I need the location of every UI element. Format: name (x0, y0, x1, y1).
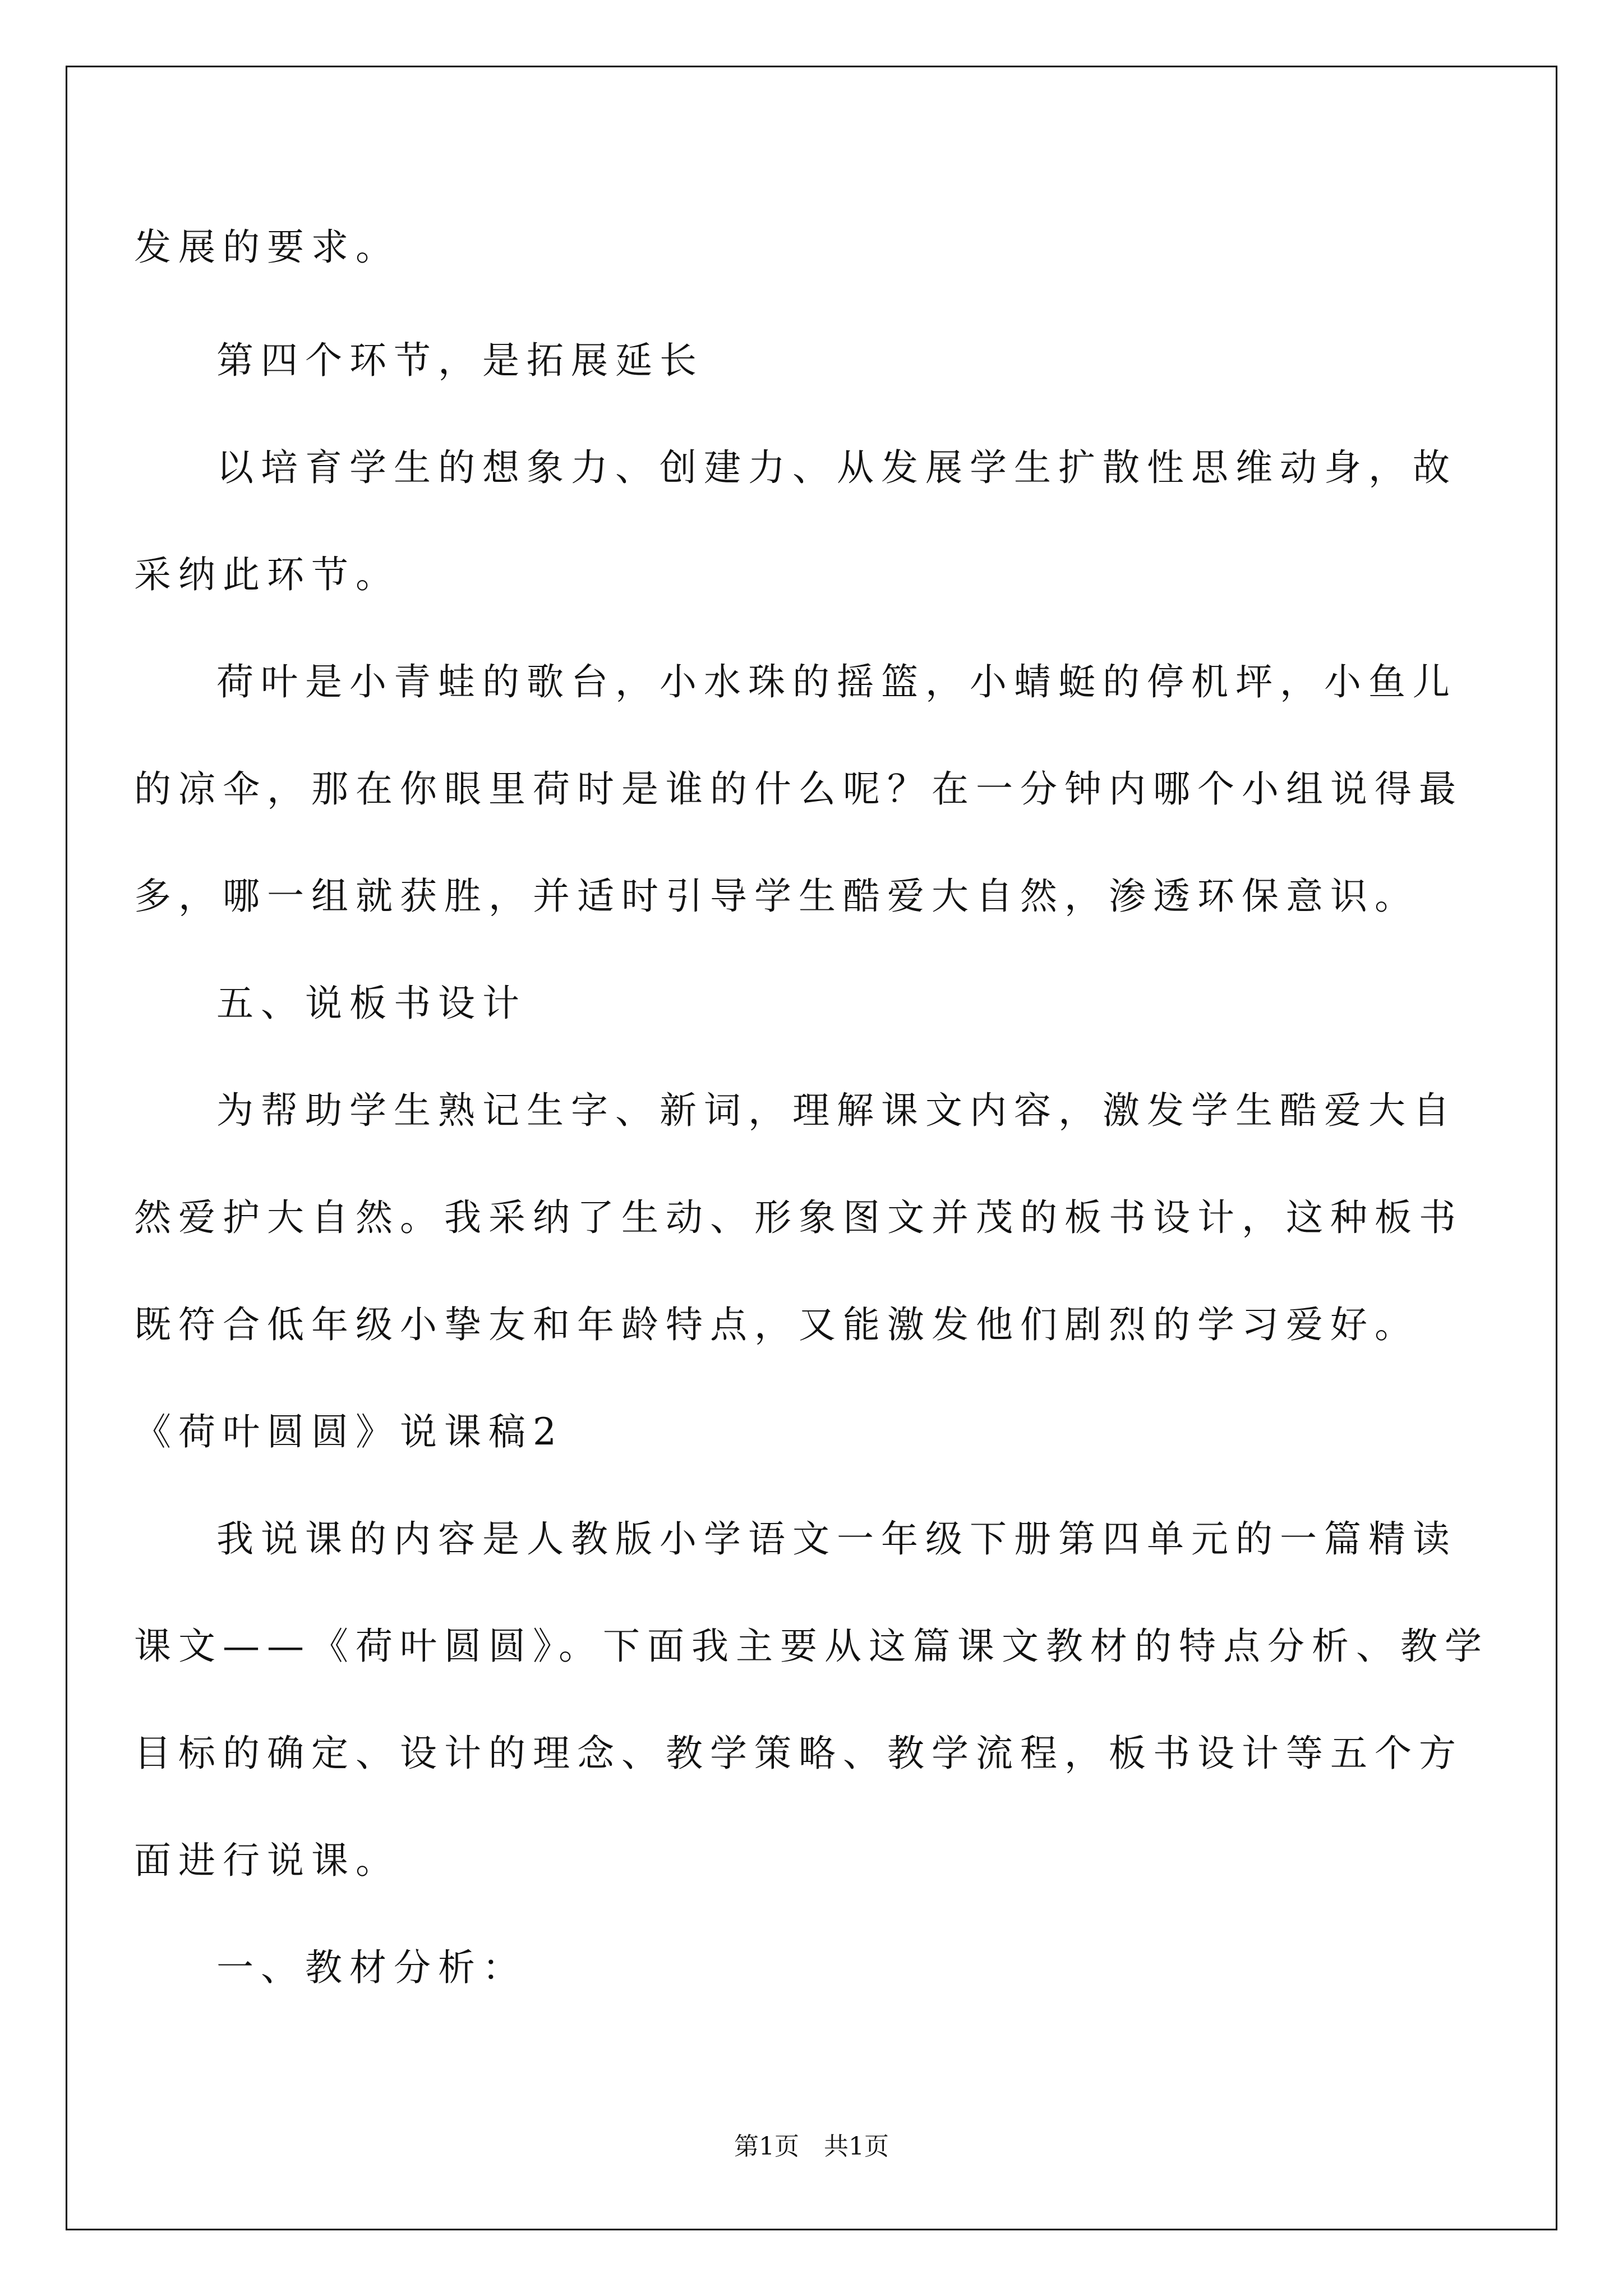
text-line-17: 一、教材分析： (216, 1946, 527, 1989)
text-line-4: 采纳此环节。 (134, 553, 400, 596)
text-line-16: 面进行说课。 (134, 1839, 400, 1882)
text-line-13: 我说课的内容是人教版小学语文一年级下册第四单元的一篇精读 (216, 1517, 1457, 1561)
section-title: 《荷叶圆圆》说课稿2 (134, 1410, 564, 1453)
text-line-5: 荷叶是小青蛙的歌台，小水珠的摇篮，小蜻蜓的停机坪，小鱼儿 (216, 660, 1457, 703)
text-line-3: 以培育学生的想象力、创建力、从发展学生扩散性思维动身，故 (216, 446, 1457, 489)
page-border (66, 66, 1557, 2230)
text-line-9: 为帮助学生熟记生字、新词，理解课文内容，激发学生酷爱大自 (216, 1089, 1457, 1132)
text-line-11: 既符合低年级小挚友和年龄特点，又能激发他们剧烈的学习爱好。 (134, 1303, 1419, 1346)
text-line-10: 然爱护大自然。我采纳了生动、形象图文并茂的板书设计，这种板书 (134, 1196, 1463, 1239)
text-line-8: 五、说板书设计 (216, 982, 527, 1025)
text-line-1: 发展的要求。 (134, 226, 400, 269)
text-line-2: 第四个环节，是拓展延长 (216, 339, 704, 382)
text-line-6: 的凉伞，那在你眼里荷时是谁的什么呢？在一分钟内哪个小组说得最 (134, 767, 1463, 811)
page-footer: 第1页 共1页 (734, 2132, 889, 2161)
text-line-15: 目标的确定、设计的理念、教学策略、教学流程，板书设计等五个方 (134, 1732, 1463, 1775)
text-line-14: 课文——《荷叶圆圆》。下面我主要从这篇课文教材的特点分析、教学 (134, 1625, 1489, 1668)
text-line-7: 多，哪一组就获胜，并适时引导学生酷爱大自然，渗透环保意识。 (134, 875, 1419, 918)
